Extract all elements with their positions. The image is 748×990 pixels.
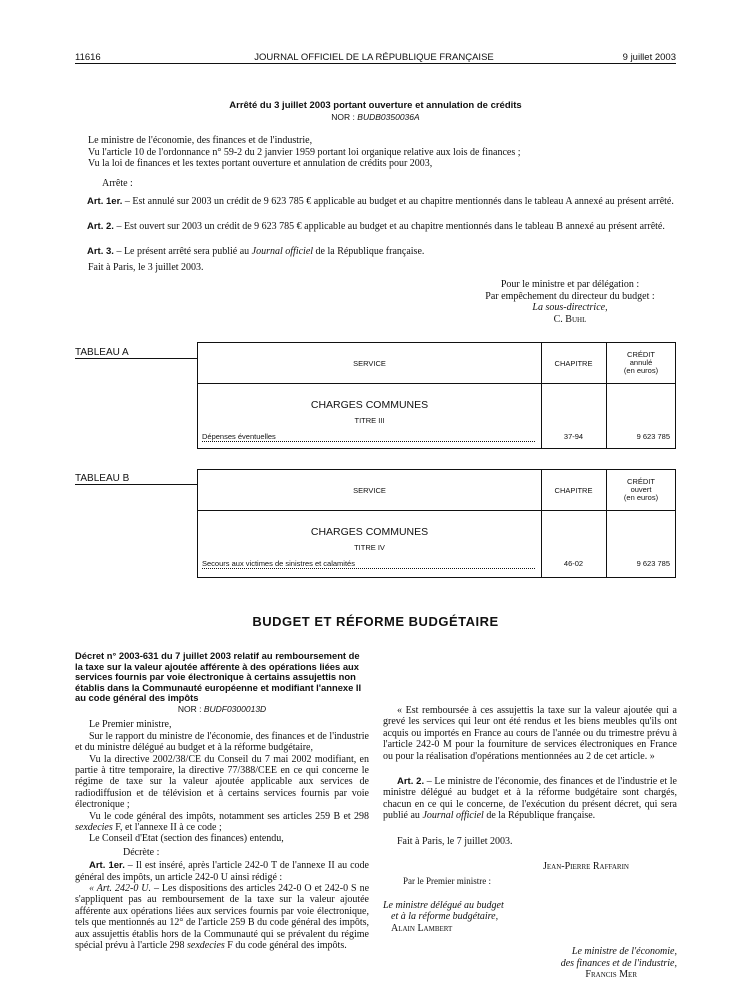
decret-art2: [383, 776, 677, 822]
article-text: – Le ministre de l'économie, des finances et de l'industrie et le ministre délégué au budget et à la réforme budgétaire sont chargés, chacun en ce qui le concerne, de l'exécution du présent décret, qui sera publié au: [383, 776, 677, 822]
journal-officiel-ref: Journal officiel: [422, 810, 484, 822]
col-chapitre: CHAPITRE: [554, 359, 593, 368]
article-text-tail: de la République française.: [483, 810, 596, 822]
header-date: 9 juillet 2003: [622, 52, 676, 63]
min-title-2: des finances et de l'industrie,: [560, 957, 677, 969]
decret-p5: Le Conseil d'Etat (section des finances) entendu,: [89, 833, 284, 845]
article-2: [75, 221, 678, 233]
nor-code: BUDB0350036A: [357, 112, 420, 122]
nor-code: BUDF0300013D: [203, 703, 267, 714]
preamble-line: Vu l'article 10 de l'ordonnance n° 59-2 du 2 janvier 1959 portant loi organique relative aux lois de finances ;: [88, 146, 521, 158]
journal-title: JOURNAL OFFICIEL DE LA RÉPUBLIQUE FRANÇAISE: [254, 52, 494, 63]
col-service: SERVICE: [353, 359, 386, 368]
article-text: – Le présent arrêté sera publié au: [113, 246, 252, 257]
article-text: – Il est inséré, après l'article 242-0 T de l'annexe II au code général des impôts, un article 242-0 U ainsi rédigé :: [75, 860, 369, 883]
decret-done-at: Fait à Paris, le 7 juillet 2003.: [397, 835, 513, 847]
decret-nor: [75, 704, 369, 715]
decret-quote1: [75, 883, 369, 951]
col-credit-line: (en euros): [623, 366, 659, 375]
section-heading: BUDGET ET RÉFORME BUDGÉTAIRE: [252, 614, 499, 629]
article-text: – Est annulé sur 2003 un crédit de 9 623 785 € applicable au budget et au chapitre mentionnés dans le tableau A annexé au présent arrêté.: [122, 196, 674, 207]
article-3: [75, 246, 678, 258]
delegue-name: Alain Lambert: [391, 922, 453, 934]
tableau-a: [197, 342, 676, 449]
signer-pm: Jean-Pierre Raffarin: [543, 861, 629, 873]
row-credit: 9 623 785: [636, 559, 670, 568]
article-text: – Est ouvert sur 2003 un crédit de 9 623 785 € applicable au budget et au chapitre mentionnés dans le tableau B annexé au présent arrêté.: [113, 221, 665, 232]
nor-label: NOR :: [331, 112, 355, 122]
article-label: Art. 3.: [87, 246, 114, 257]
decret-quote2: « Est remboursée à ces assujettis la taxe sur la valeur ajoutée qui a grevé les services qui leur ont été rendus et les biens meubles qu'ils ont acquis ou importés en France au cours de l'année ou du trimestre prévu à l'article 242-0 M pour la fourniture de services électroniques en France ou pour la réalisation d'opérations mentionnées au 2 de cet article. »: [383, 705, 677, 762]
section-title: CHARGES COMMUNES: [310, 399, 429, 411]
signature-line: Par empêchement du directeur du budget :: [485, 290, 655, 302]
arrete-title: Arrêté du 3 juillet 2003 portant ouverture et annulation de crédits: [229, 100, 522, 111]
row-label-text: Secours aux victimes de sinistres et calamités: [202, 559, 355, 568]
arrete-signature: [470, 279, 670, 325]
header-divider: [198, 510, 675, 511]
header-divider: [198, 383, 675, 384]
decret-title: Décret n° 2003-631 du 7 juillet 2003 relatif au remboursement de la taxe sur la valeur ajoutée afférente à des opérations liées aux services fournis par voie électronique à certains assujettis non établis dans la Communauté européenne et modifiant l'annexe II au code général des impôts: [75, 650, 362, 704]
preamble-line: Vu la loi de finances et les textes portant ouverture et annulation de crédits pour 2003,: [88, 158, 433, 169]
col-credit-line: CRÉDIT: [627, 477, 655, 486]
tableau-b: [197, 469, 676, 578]
preamble-line: Le ministre de l'économie, des finances et de l'industrie,: [88, 135, 313, 146]
decret-p4-italic: sexdecies: [75, 822, 113, 834]
col-credit-line: CRÉDIT: [627, 350, 655, 359]
col-credit-line: ouvert: [630, 485, 652, 494]
par-pm: Par le Premier ministre :: [403, 876, 491, 887]
row-label: [202, 559, 535, 569]
delegue-title-1: Le ministre délégué au budget: [383, 899, 504, 911]
titre: TITRE III: [354, 416, 385, 425]
section-title: CHARGES COMMUNES: [310, 526, 429, 538]
decret-p3: Vu la directive 2002/38/CE du Conseil du 7 mai 2002 modifiant, en partie à titre temporaire, la directive 77/388/CEE en ce qui concerne le régime de taxe sur la valeur ajoutée applicable aux services de radiodiffusion et de télévision et à certains services fournis par voie électronique ;: [75, 753, 369, 811]
row-chapitre: 37-94: [563, 432, 584, 441]
delegue-title-2: et à la réforme budgétaire,: [391, 911, 499, 923]
signature-line: Pour le ministre et par délégation :: [500, 279, 640, 290]
arrete-nor: [75, 112, 676, 122]
arrete-word: Arrête :: [102, 178, 133, 189]
page-number: 11616: [75, 52, 101, 63]
signature-name: C. Buhl: [553, 313, 587, 325]
article-text-tail: de la République française.: [313, 246, 425, 257]
tableau-b-label-rule: [75, 484, 198, 485]
col-credit: [606, 478, 676, 502]
decret-decrete: Décrète :: [123, 846, 160, 858]
journal-officiel-ref: Journal officiel: [251, 246, 314, 257]
row-label-text: Dépenses éventuelles: [202, 432, 276, 441]
col-credit-line: annulé: [629, 358, 653, 367]
signature-title: La sous-directrice,: [532, 302, 608, 313]
quote-italic: sexdecies: [187, 940, 225, 952]
article-label: Art. 2.: [397, 776, 425, 788]
arrete-preamble: [88, 135, 678, 170]
tableau-a-label-rule: [75, 358, 198, 359]
col-credit: [606, 351, 676, 375]
article-label: Art. 1er.: [89, 860, 125, 872]
col-credit-line: (en euros): [623, 493, 659, 502]
row-credit: 9 623 785: [636, 432, 670, 441]
decret-p4-text: Vu le code général des impôts, notamment ses articles 259 B et 298: [89, 810, 369, 822]
tableau-a-label: TABLEAU A: [75, 347, 129, 358]
decret-p4-tail: F, et l'annexe II à ce code ;: [112, 822, 222, 834]
quote-tail: F du code général des impôts.: [224, 940, 347, 952]
min-name: Francis Mer: [585, 968, 637, 980]
decret-right-column: [383, 651, 677, 980]
arrete-done-at: Fait à Paris, le 3 juillet 2003.: [88, 262, 204, 273]
decret-p2: Sur le rapport du ministre de l'économie, des finances et de l'industrie et du ministre délégué au budget et à la réforme budgétaire,: [75, 730, 369, 754]
header-rule: [75, 63, 676, 64]
quote-text: – Les dispositions des articles 242-0 O et 242-0 S ne s'appliquent pas au remboursement de la taxe sur la valeur ajoutée afférente aux opérations liées aux services fournis par voie électronique, tels que mentionnés au 12° de l'article 259 B du code général des impôts, aux assujettis établis hors de la Communauté qui se prévalent du régime spécial prévu à l'article 298: [75, 883, 370, 952]
row-chapitre: 46-02: [563, 559, 584, 568]
quote-article-ref: « Art. 242-0 U.: [89, 883, 152, 895]
decret-art1: [75, 860, 369, 883]
article-label: Art. 2.: [87, 221, 114, 232]
titre: TITRE IV: [354, 543, 385, 552]
col-service: SERVICE: [353, 486, 386, 495]
article-label: Art. 1er.: [87, 196, 123, 207]
tableau-b-label: TABLEAU B: [75, 473, 130, 484]
col-chapitre: CHAPITRE: [554, 486, 593, 495]
decret-p4: [75, 811, 369, 834]
decret-left-column: [75, 651, 369, 952]
article-1: [75, 196, 678, 208]
nor-label: NOR :: [177, 703, 202, 714]
decret-p1: Le Premier ministre,: [89, 719, 172, 731]
min-title-1: Le ministre de l'économie,: [571, 946, 677, 958]
row-label: [202, 432, 535, 442]
